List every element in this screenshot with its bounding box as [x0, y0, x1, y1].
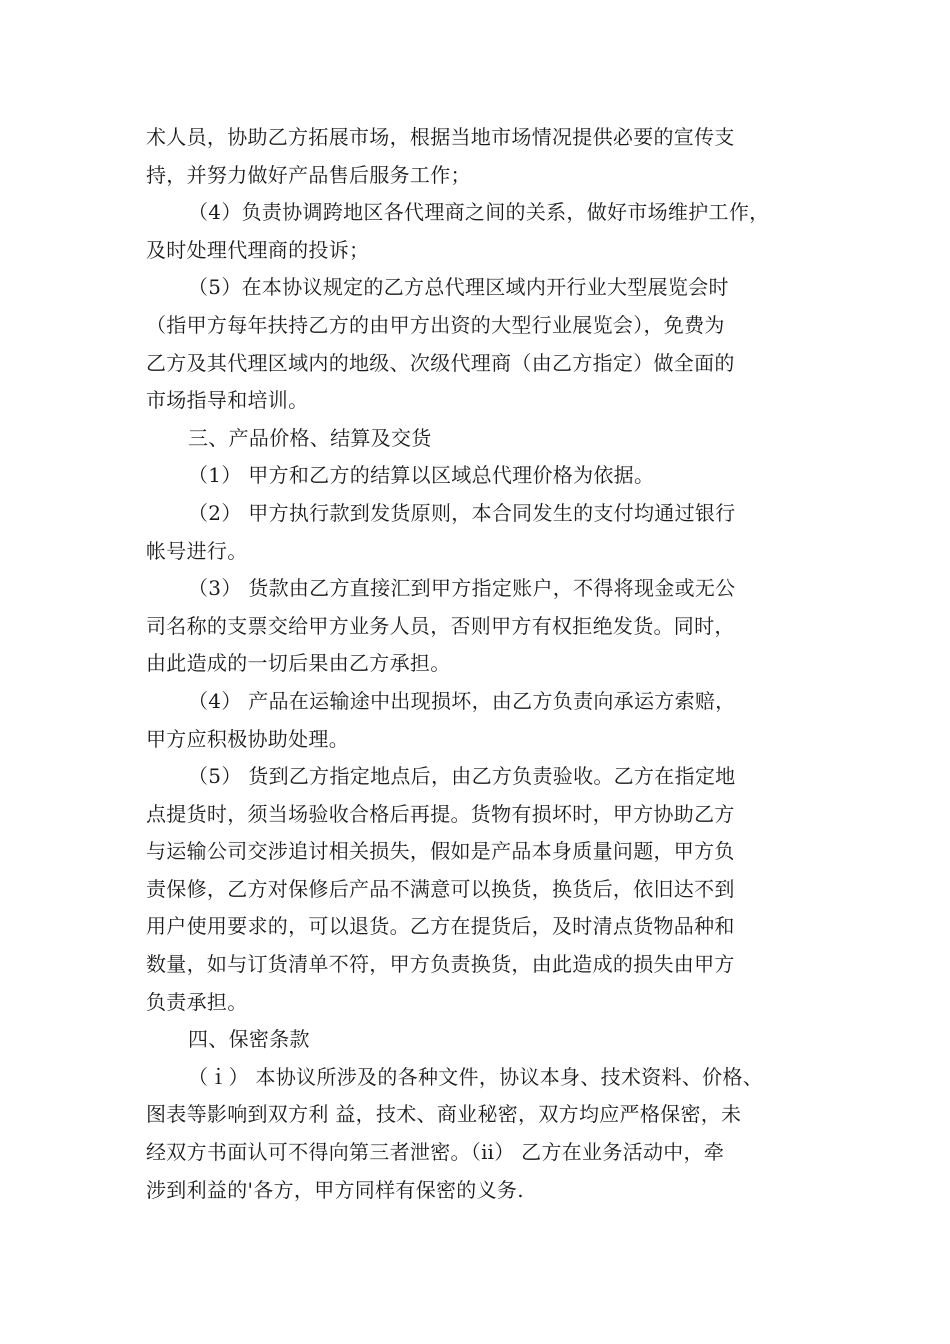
- text-line: 乙方及其代理区域内的地级、次级代理商（由乙方指定）做全面的: [146, 350, 735, 375]
- text-line: 涉到利益的'各方，甲方同样有保密的义务.: [146, 1177, 524, 1202]
- text-line: 甲方应积极协助处理。: [146, 726, 349, 751]
- text-line: （2） 甲方执行款到发货原则，本合同发生的支付均通过银行: [188, 500, 736, 525]
- text-line: （指甲方每年扶持乙方的由甲方出资的大型行业展览会），免费为: [146, 312, 725, 337]
- text-line: （4） 产品在运输途中出现损坏，由乙方负责向承运方索赔，: [188, 688, 736, 713]
- text-line: 四、保密条款: [188, 1027, 310, 1052]
- text-line: 图表等影响到双方利 益，技术、商业秘密，双方均应严格保密，未: [146, 1102, 742, 1127]
- text-line: （1） 甲方和乙方的结算以区域总代理价格为依据。: [188, 463, 655, 488]
- text-line: 三、产品价格、结算及交货: [188, 425, 432, 450]
- text-line: 及时处理代理商的投诉；: [146, 237, 370, 262]
- text-line: （5） 货到乙方指定地点后，由乙方负责验收。乙方在指定地: [188, 764, 736, 789]
- document-body: [146, 119, 826, 1209]
- text-line: 司名称的支票交给甲方业务人员，否则甲方有权拒绝发货。同时，: [146, 613, 735, 638]
- text-line: 用户使用要求的，可以退货。乙方在提货后，及时清点货物品种和: [146, 914, 735, 939]
- text-line: 责保修，乙方对保修后产品不满意可以换货，换货后，依旧达不到: [146, 876, 735, 901]
- text-line: 与运输公司交涉追讨相关损失，假如是产品本身质量问题，甲方负: [146, 839, 735, 864]
- text-line: （ｉ） 本协议所涉及的各种文件，协议本身、技术资料、价格、: [188, 1064, 764, 1089]
- text-line: 负责承担。: [146, 989, 248, 1014]
- text-line: 帐号进行。: [146, 538, 248, 563]
- text-line: 术人员，协助乙方拓展市场，根据当地市场情况提供必要的宣传支: [146, 125, 735, 149]
- text-line: （4）负责协调跨地区各代理商之间的关系，做好市场维护工作，: [188, 200, 770, 225]
- text-line: 由此造成的一切后果由乙方承担。: [146, 651, 451, 676]
- text-line: 市场指导和培训。: [146, 388, 309, 413]
- text-line: 数量，如与订货清单不符，甲方负责换货，由此造成的损失由甲方: [146, 952, 735, 977]
- text-line: 点提货时，须当场验收合格后再提。货物有损坏时，甲方协助乙方: [146, 801, 735, 826]
- text-line: （3） 货款由乙方直接汇到甲方指定账户，不得将现金或无公: [188, 576, 736, 601]
- text-line: 持，并努力做好产品售后服务工作；: [146, 162, 471, 187]
- text-line: （5）在本协议规定的乙方总代理区域内开行业大型展览会时: [188, 275, 729, 300]
- text-line: 经双方书面认可不得向第三者泄密。（ⅱ） 乙方在业务活动中，牵: [146, 1140, 725, 1165]
